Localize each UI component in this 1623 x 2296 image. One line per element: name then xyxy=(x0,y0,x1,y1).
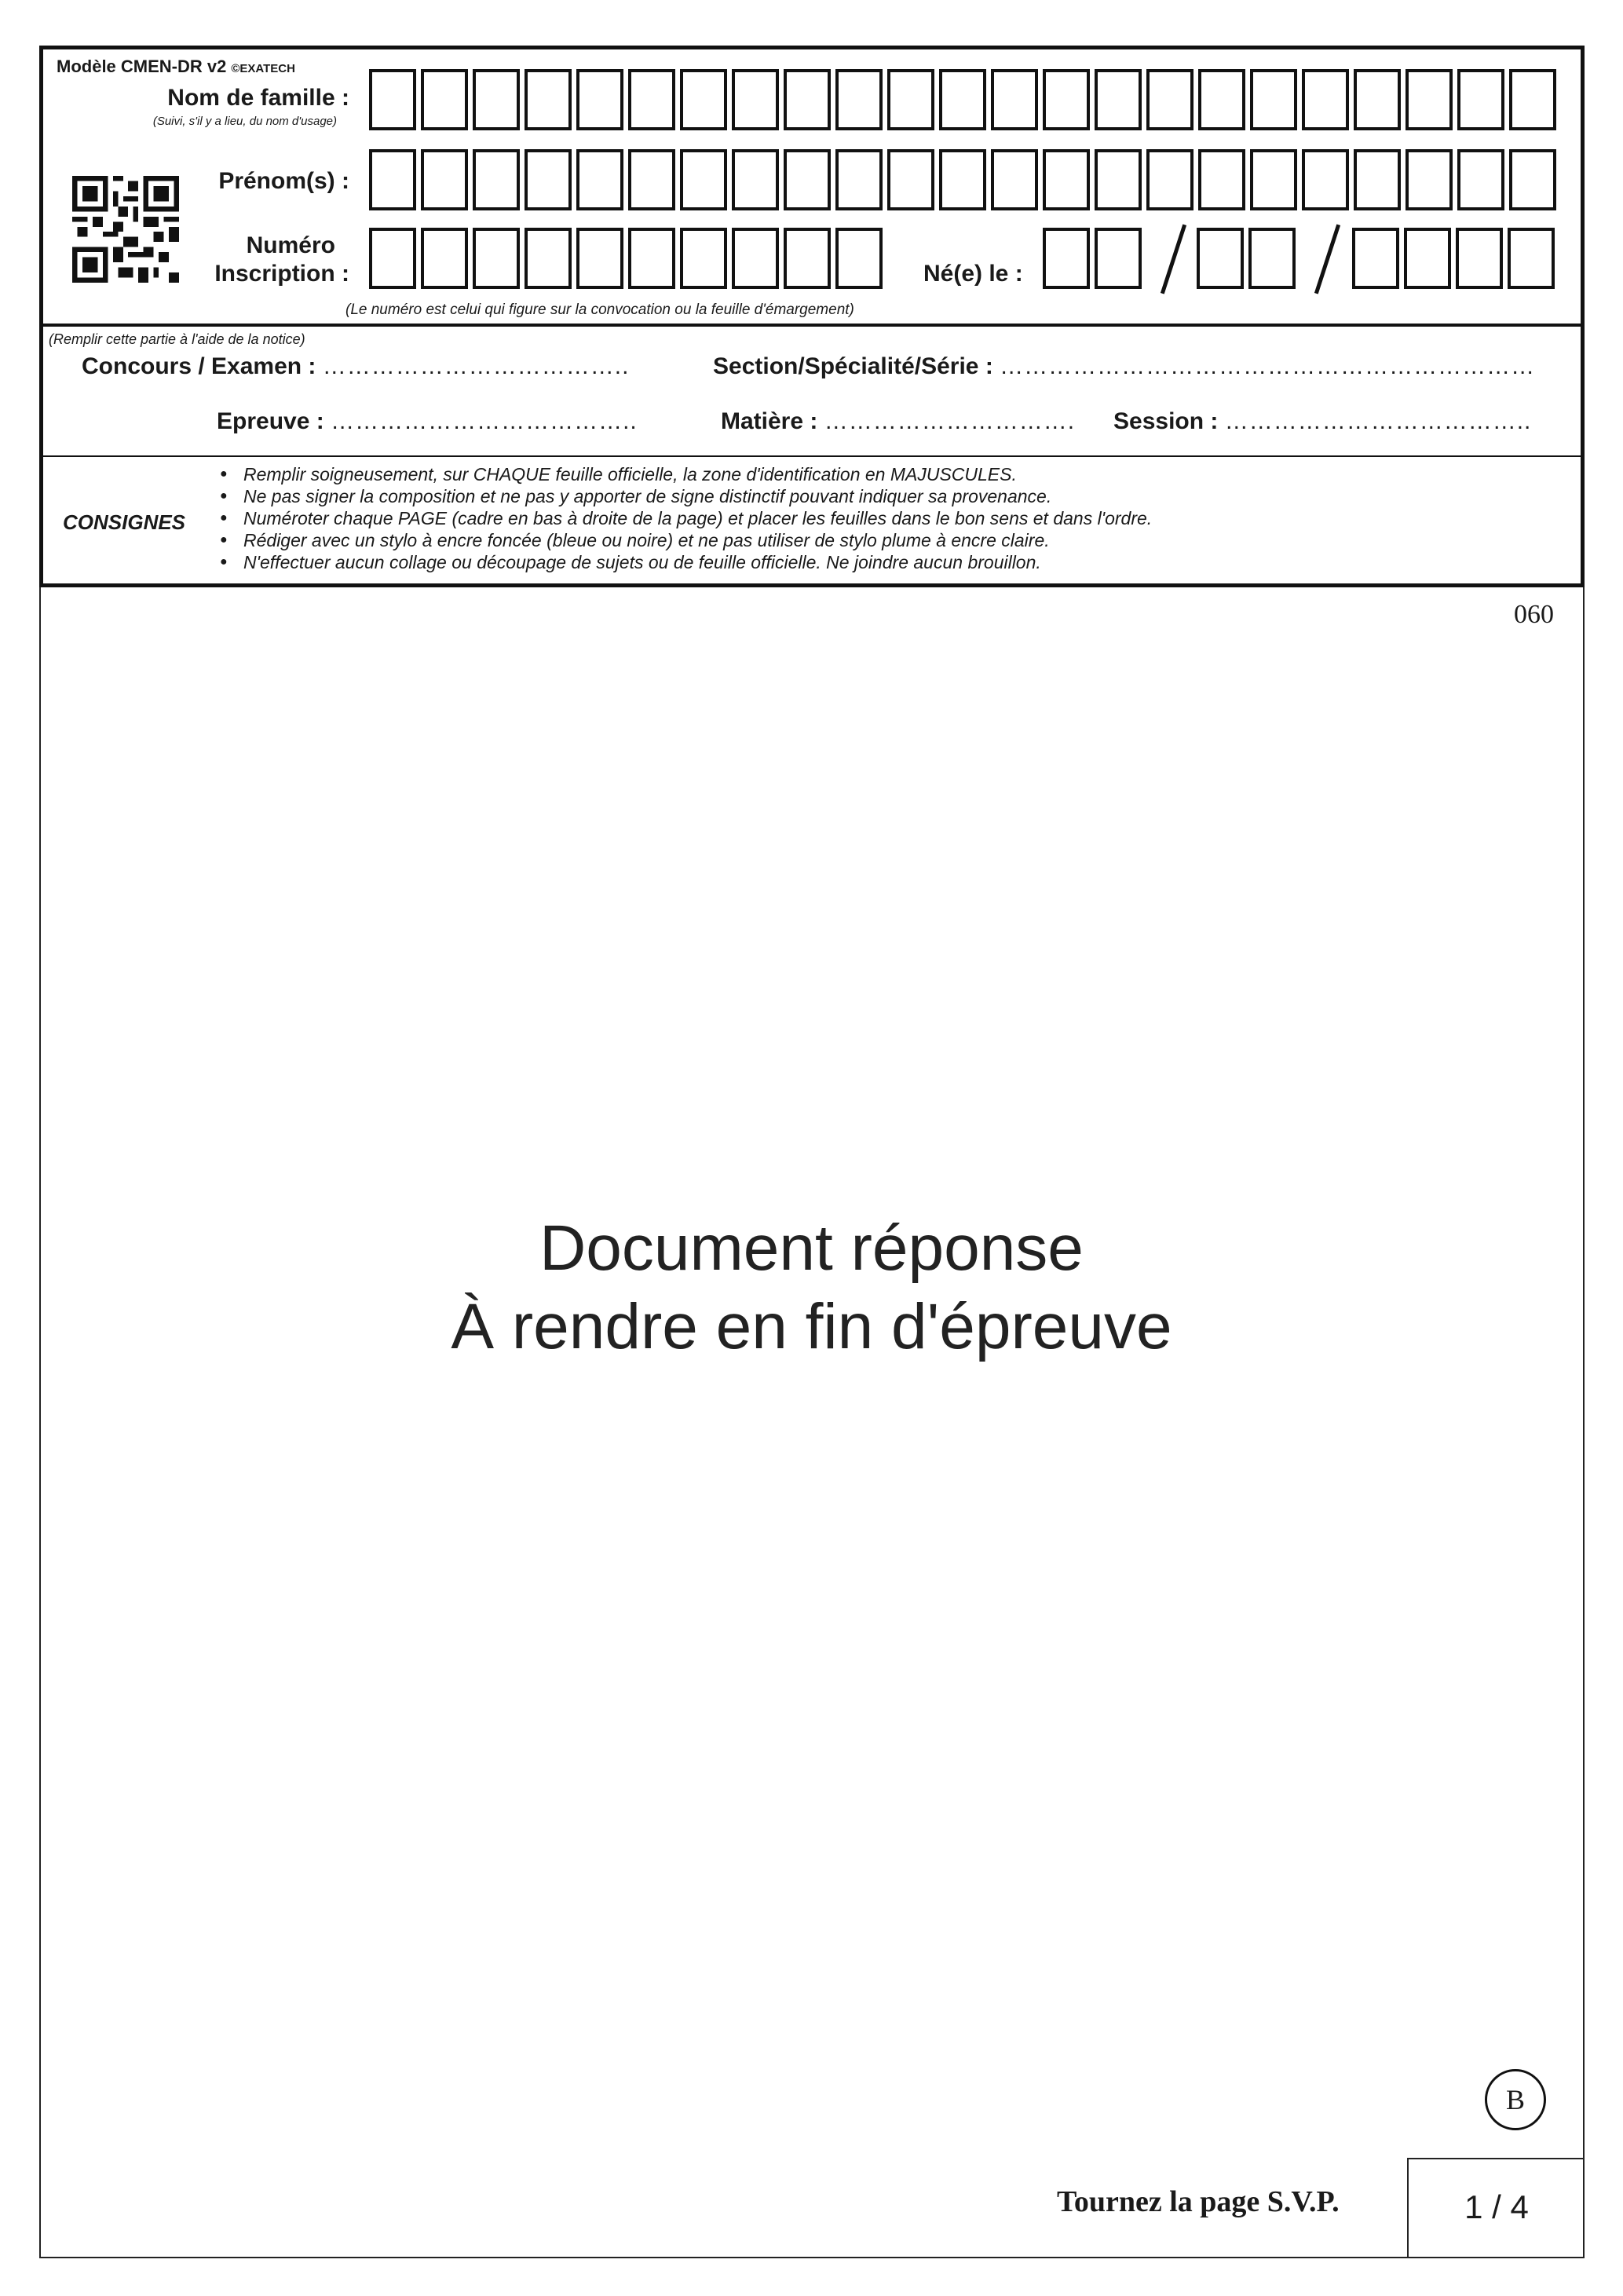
birth-month-cell[interactable] xyxy=(1197,228,1244,289)
first-name-cells[interactable] xyxy=(369,149,1561,210)
document-code: 060 xyxy=(1514,600,1554,629)
last-name-cells[interactable] xyxy=(369,69,1561,130)
last-name-cell[interactable] xyxy=(525,69,572,130)
birth-date-label: Né(e) le : xyxy=(923,261,1023,287)
first-name-cell[interactable] xyxy=(939,149,986,210)
header-divider-1 xyxy=(39,324,1585,327)
birth-day-cells[interactable] xyxy=(1043,228,1146,289)
birth-year-cell[interactable] xyxy=(1352,228,1399,289)
birth-year-cell[interactable] xyxy=(1508,228,1555,289)
inscription-number-cell[interactable] xyxy=(680,228,727,289)
birth-month-cell[interactable] xyxy=(1248,228,1296,289)
section-dots: ………………………………………………………… xyxy=(1000,353,1536,379)
section-field[interactable] xyxy=(713,353,1535,380)
last-name-label: Nom de famille : xyxy=(167,85,349,111)
concours-label: Concours / Examen : xyxy=(82,353,316,379)
last-name-cell[interactable] xyxy=(680,69,727,130)
last-name-cell[interactable] xyxy=(421,69,468,130)
first-name-cell[interactable] xyxy=(421,149,468,210)
inscription-number-cell[interactable] xyxy=(473,228,520,289)
epreuve-label: Epreuve : xyxy=(217,408,324,434)
version-circle-badge: B xyxy=(1485,2069,1546,2130)
first-name-label: Prénom(s) : xyxy=(218,168,349,194)
first-name-cell[interactable] xyxy=(525,149,572,210)
last-name-cell[interactable] xyxy=(991,69,1038,130)
consigne-item: ● Ne pas signer la composition et ne pas y apporter de signe distinctif pouvant indiquer sa provenance. xyxy=(220,485,1152,507)
last-name-cell[interactable] xyxy=(1457,69,1504,130)
last-name-cell[interactable] xyxy=(939,69,986,130)
matiere-dots: …………………………. xyxy=(824,408,1076,434)
consigne-item: ● Rédiger avec un stylo à encre foncée (bleue ou noire) et ne pas utiliser de stylo plume à encre claire. xyxy=(220,529,1152,551)
last-name-cell[interactable] xyxy=(576,69,623,130)
section-label: Section/Spécialité/Série : xyxy=(713,353,993,379)
consigne-item: ● Remplir soigneusement, sur CHAQUE feuille officielle, la zone d'identification en MAJUSCULES. xyxy=(220,463,1152,485)
header-divider-2 xyxy=(39,455,1585,457)
inscription-number-cells[interactable] xyxy=(369,228,887,289)
last-name-cell[interactable] xyxy=(1406,69,1453,130)
session-field[interactable] xyxy=(1113,408,1531,435)
inscription-number-cell[interactable] xyxy=(369,228,416,289)
first-name-cell[interactable] xyxy=(1095,149,1142,210)
last-name-cell[interactable] xyxy=(1354,69,1401,130)
model-label: Modèle CMEN-DR v2 ©EXATECH xyxy=(57,57,295,76)
birth-day-cell[interactable] xyxy=(1095,228,1142,289)
first-name-cell[interactable] xyxy=(784,149,831,210)
qr-code-icon xyxy=(72,176,179,283)
number-hint: (Le numéro est celui qui figure sur la convocation ou la feuille d'émargement) xyxy=(345,302,854,318)
last-name-cell[interactable] xyxy=(1043,69,1090,130)
last-name-cell[interactable] xyxy=(784,69,831,130)
inscription-number-cell[interactable] xyxy=(576,228,623,289)
first-name-cell[interactable] xyxy=(887,149,934,210)
last-name-cell[interactable] xyxy=(369,69,416,130)
birth-year-cell[interactable] xyxy=(1456,228,1503,289)
last-name-hint: (Suivi, s'il y a lieu, du nom d'usage) xyxy=(152,115,337,128)
epreuve-field[interactable] xyxy=(217,408,638,435)
first-name-cell[interactable] xyxy=(1146,149,1193,210)
matiere-field[interactable] xyxy=(721,408,1075,435)
first-name-cell[interactable] xyxy=(1043,149,1090,210)
first-name-cell[interactable] xyxy=(1250,149,1297,210)
inscription-number-cell[interactable] xyxy=(628,228,675,289)
first-name-cell[interactable] xyxy=(473,149,520,210)
inscription-number-cell[interactable] xyxy=(421,228,468,289)
document-subtitle: À rendre en fin d'épreuve xyxy=(451,1291,1172,1362)
first-name-cell[interactable] xyxy=(628,149,675,210)
first-name-cell[interactable] xyxy=(680,149,727,210)
birth-day-cell[interactable] xyxy=(1043,228,1090,289)
first-name-cell[interactable] xyxy=(732,149,779,210)
exam-info-note: (Remplir cette partie à l'aide de la notice) xyxy=(49,331,305,347)
last-name-cell[interactable] xyxy=(473,69,520,130)
first-name-cell[interactable] xyxy=(1302,149,1349,210)
page-number-box[interactable]: 1 / 4 xyxy=(1407,2158,1585,2258)
last-name-cell[interactable] xyxy=(1198,69,1245,130)
concours-field[interactable] xyxy=(82,353,629,380)
session-dots: ……………………………….. xyxy=(1224,408,1532,434)
consigne-item: ● N'effectuer aucun collage ou découpage de sujets ou de feuille officielle. Ne joindre aucun brouillon. xyxy=(220,551,1152,573)
consigne-item: ● Numéroter chaque PAGE (cadre en bas à droite de la page) et placer les feuilles dans le bon sens et dans l'ordre. xyxy=(220,507,1152,529)
number-label-line1: Numéro xyxy=(246,232,335,258)
first-name-cell[interactable] xyxy=(1406,149,1453,210)
turn-page-text: Tournez la page S.V.P. xyxy=(1057,2185,1340,2218)
first-name-cell[interactable] xyxy=(835,149,883,210)
last-name-cell[interactable] xyxy=(628,69,675,130)
last-name-cell[interactable] xyxy=(835,69,883,130)
last-name-cell[interactable] xyxy=(1095,69,1142,130)
inscription-number-cell[interactable] xyxy=(525,228,572,289)
last-name-cell[interactable] xyxy=(1250,69,1297,130)
last-name-cell[interactable] xyxy=(1302,69,1349,130)
last-name-cell[interactable] xyxy=(732,69,779,130)
last-name-cell[interactable] xyxy=(1146,69,1193,130)
first-name-cell[interactable] xyxy=(1354,149,1401,210)
consignes-list xyxy=(220,463,1152,573)
inscription-number-cell[interactable] xyxy=(784,228,831,289)
session-label: Session : xyxy=(1113,408,1219,434)
first-name-cell[interactable] xyxy=(576,149,623,210)
concours-dots: ……………………………….. xyxy=(322,353,630,379)
matiere-label: Matière : xyxy=(721,408,818,434)
document-title: Document réponse xyxy=(539,1212,1084,1284)
inscription-number-cell[interactable] xyxy=(835,228,883,289)
first-name-cell[interactable] xyxy=(1509,149,1556,210)
first-name-cell[interactable] xyxy=(1457,149,1504,210)
first-name-cell[interactable] xyxy=(991,149,1038,210)
number-label-line2: Inscription : xyxy=(214,261,349,287)
last-name-cell[interactable] xyxy=(1509,69,1556,130)
last-name-cell[interactable] xyxy=(887,69,934,130)
birth-year-cell[interactable] xyxy=(1404,228,1451,289)
epreuve-dots: ……………………………….. xyxy=(331,408,638,434)
birth-year-cells[interactable] xyxy=(1352,228,1559,289)
consignes-title: CONSIGNES xyxy=(63,510,186,534)
birth-month-cells[interactable] xyxy=(1197,228,1300,289)
first-name-cell[interactable] xyxy=(369,149,416,210)
inscription-number-cell[interactable] xyxy=(732,228,779,289)
first-name-cell[interactable] xyxy=(1198,149,1245,210)
